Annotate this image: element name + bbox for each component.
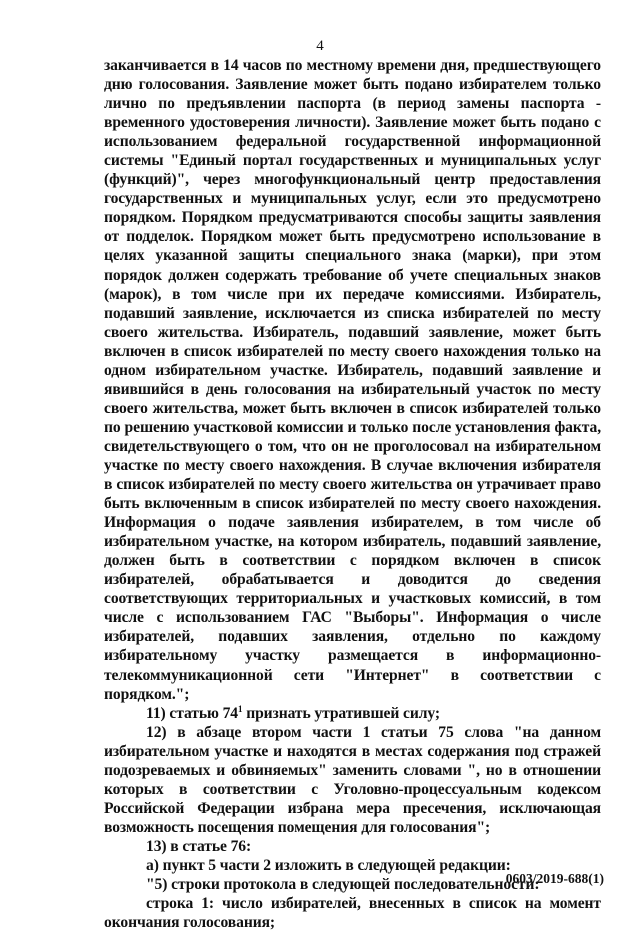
document-code: 0603/2019-688(1) xyxy=(505,871,604,886)
item-11-text: 11) статью 74 xyxy=(146,704,239,722)
paragraph-protocol-lines: "5) строки протокола в следующей последовательности: xyxy=(146,876,540,894)
paragraph-subitem-a: а) пункт 5 части 2 изложить в следующей редакции: xyxy=(146,856,511,874)
item-11-tail: признать утратившей силу; xyxy=(242,704,440,722)
paragraph-line-1: строка 1: число избирателей, внесенных в список на момент окончания голосования; xyxy=(104,895,601,932)
page-number: 4 xyxy=(316,38,324,54)
paragraph-continuation: заканчивается в 14 часов по местному времени дня, предшествующего дню голосования. Заявление может быть подано избирателем только лично по предъявлении паспорта (в период замены паспорта - временного удостоверения личности). Заявление может быть подано с использованием федеральной государственной информационной системы "Единый портал государственных и муниципальных услуг (функций)", через многофункциональный центр предоставления государственных и муниципальных услуг, если это предусмотрено порядком. Порядком предусматриваются способы защиты заявления от подделок. Порядком может быть предусмотрено использование в целях указанной защиты специального знака (марки), при этом порядок должен содержать требование об учете специальных знаков (марок), в том числе при их передаче комиссиями. Избиратель, подавший заявление, исключается из списка избирателей по месту своего жительства. Избиратель, подавший заявление, может быть включен в список избирателей по месту своего нахождения только на одном избирательном участке. Избиратель, подавший заявление и явившийся в день голосования на избирательный участок по месту своего жительства, может быть включен в список избирателей только по решению участковой комиссии и только после установления факта, свидетельствующего о том, что он не проголосовал на избирательном участке по месту своего нахождения. В случае включения избирателя в список избирателей по месту своего жительства он утрачивает право быть включенным в список избирателей по месту своего нахождения. Информация о подаче заявления избирателем, в том числе об избирательном участке, на котором избиратель, подавший заявление, должен быть в соответствии с порядком включен в список избирателей, обрабатывается и доводится до сведения соответствующих территориальных и участковых комиссий, в том числе с использованием ГАС "Выборы". Информация о числе избирателей, подавших заявления, отдельно по каждому избирательному участку размещается в информационно-телекоммуникационной сети "Интернет" в соответствии с порядком."; xyxy=(104,57,601,703)
paragraph-item-11 xyxy=(104,704,601,723)
document-body xyxy=(104,56,601,932)
item-11-superscript: 1 xyxy=(238,703,243,714)
paragraph-item-13: 13) в статье 76: xyxy=(146,837,252,855)
paragraph-item-12: 12) в абзаце втором части 1 статьи 75 слова "на данном избирательном участке и находятся в местах содержания под стражей подозреваемых и обвиняемых" заменить словами ", но в отношении которых в соответствии с Уголовно-процессуальным кодексом Российской Федерации избрана мера пресечения, исключающая возможность посещения помещения для голосования"; xyxy=(104,723,601,836)
